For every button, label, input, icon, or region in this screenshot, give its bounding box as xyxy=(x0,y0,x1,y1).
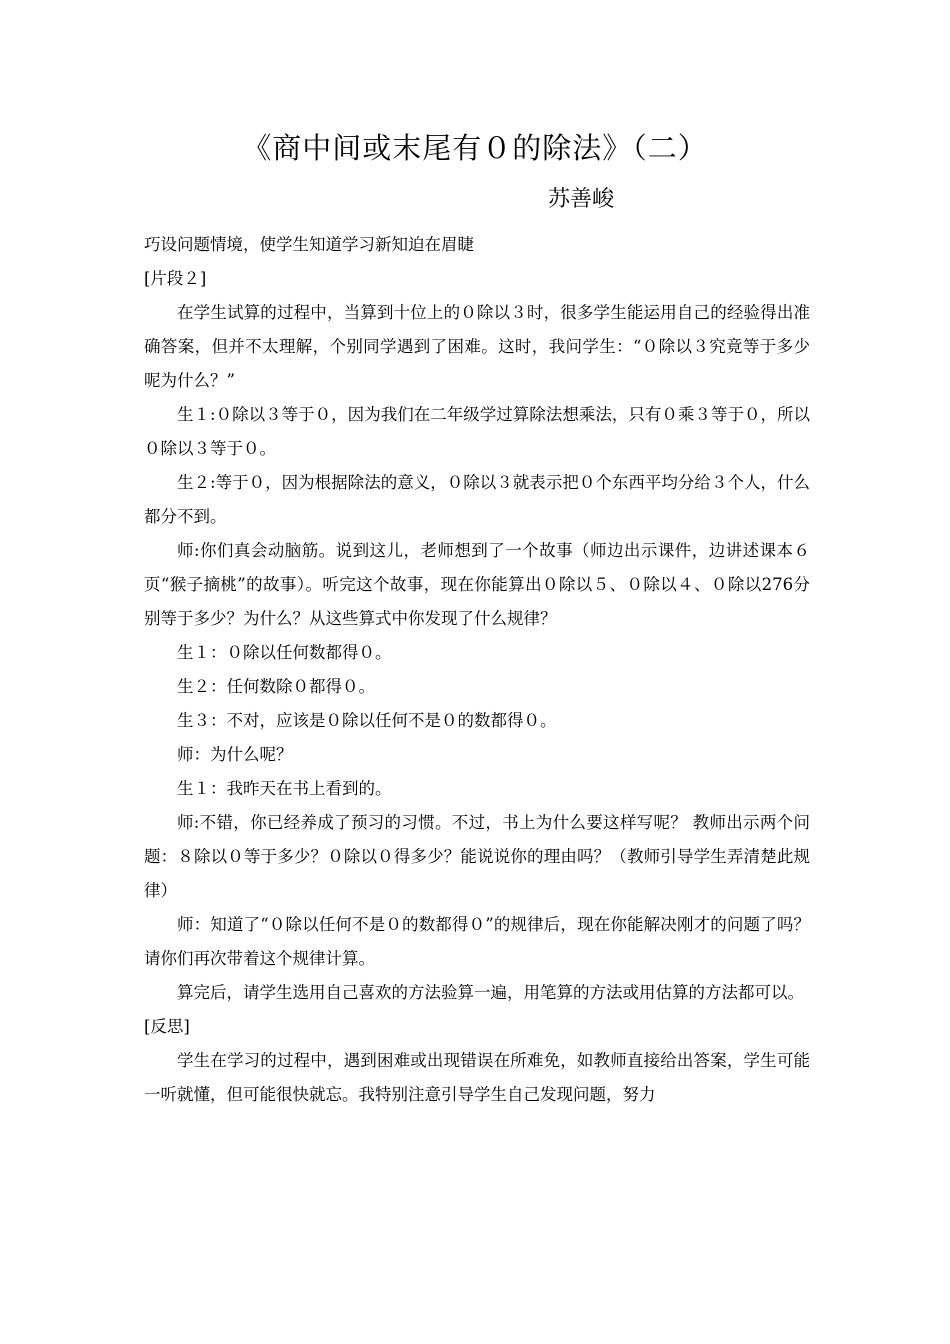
section-heading: 巧设问题情境，使学生知道学习新知迫在眉睫 xyxy=(144,235,474,254)
paragraph: 学生在学习的过程中，遇到困难或出现错误在所难免，如教师直接给出答案，学生可能一听就懂，但可能很快就忘。我特别注意引导学生自己发现问题，努力 xyxy=(144,1051,810,1104)
paragraph: 在学生试算的过程中，当算到十位上的０除以３时，很多学生能运用自己的经验得出准确答案，但并不太理解，个别同学遇到了困难。这时，我问学生：“０除以３究竟等于多少呢为什么？” xyxy=(144,303,810,390)
paragraph: 生３：不对，应该是０除以任何不是０的数都得０。 xyxy=(177,711,557,730)
paragraph: 生２:等于０，因为根据除法的意义，０除以３就表示把０个东西平均分给３个人，什么都分不到。 xyxy=(144,473,810,526)
paragraph: 师：知道了“０除以任何不是０的数都得０”的规律后，现在你能解决刚才的问题了吗？请你们再次带着这个规律计算。 xyxy=(144,915,810,968)
segment-label: [反思] xyxy=(144,1017,190,1036)
document-body xyxy=(144,228,810,1112)
paragraph: 生１:０除以３等于０，因为我们在二年级学过算除法想乘法，只有０乘３等于０，所以０除以３等于０。 xyxy=(144,405,810,458)
paragraph: 生２：任何数除０都得０。 xyxy=(177,677,375,696)
paragraph: 算完后，请学生选用自己喜欢的方法验算一遍，用笔算的方法或用估算的方法都可以。 xyxy=(177,983,804,1002)
paragraph: 生１：０除以任何数都得０。 xyxy=(177,643,392,662)
document-title: 《商中间或末尾有０的除法》（二） xyxy=(242,131,708,165)
paragraph: 师：为什么呢？ xyxy=(177,745,293,764)
document-author: 苏善峻 xyxy=(548,187,615,212)
paragraph: 生１：我昨天在书上看到的。 xyxy=(177,779,392,798)
paragraph: 师:你们真会动脑筋。说到这儿，老师想到了一个故事（师边出示课件，边讲述课本６页“猴子摘桃”的故事）。听完这个故事，现在你能算出０除以５、０除以４、０除以276分别等于多少？为什么？从这些算式中你发现了什么规律？ xyxy=(144,541,810,628)
segment-label: [片段２] xyxy=(144,269,207,288)
paragraph: 师:不错，你已经养成了预习的习惯。不过，书上为什么要这样写呢？ 教师出示两个问题：８除以０等于多少？０除以０得多少？能说说你的理由吗？（教师引导学生弄清楚此规律） xyxy=(144,813,810,900)
